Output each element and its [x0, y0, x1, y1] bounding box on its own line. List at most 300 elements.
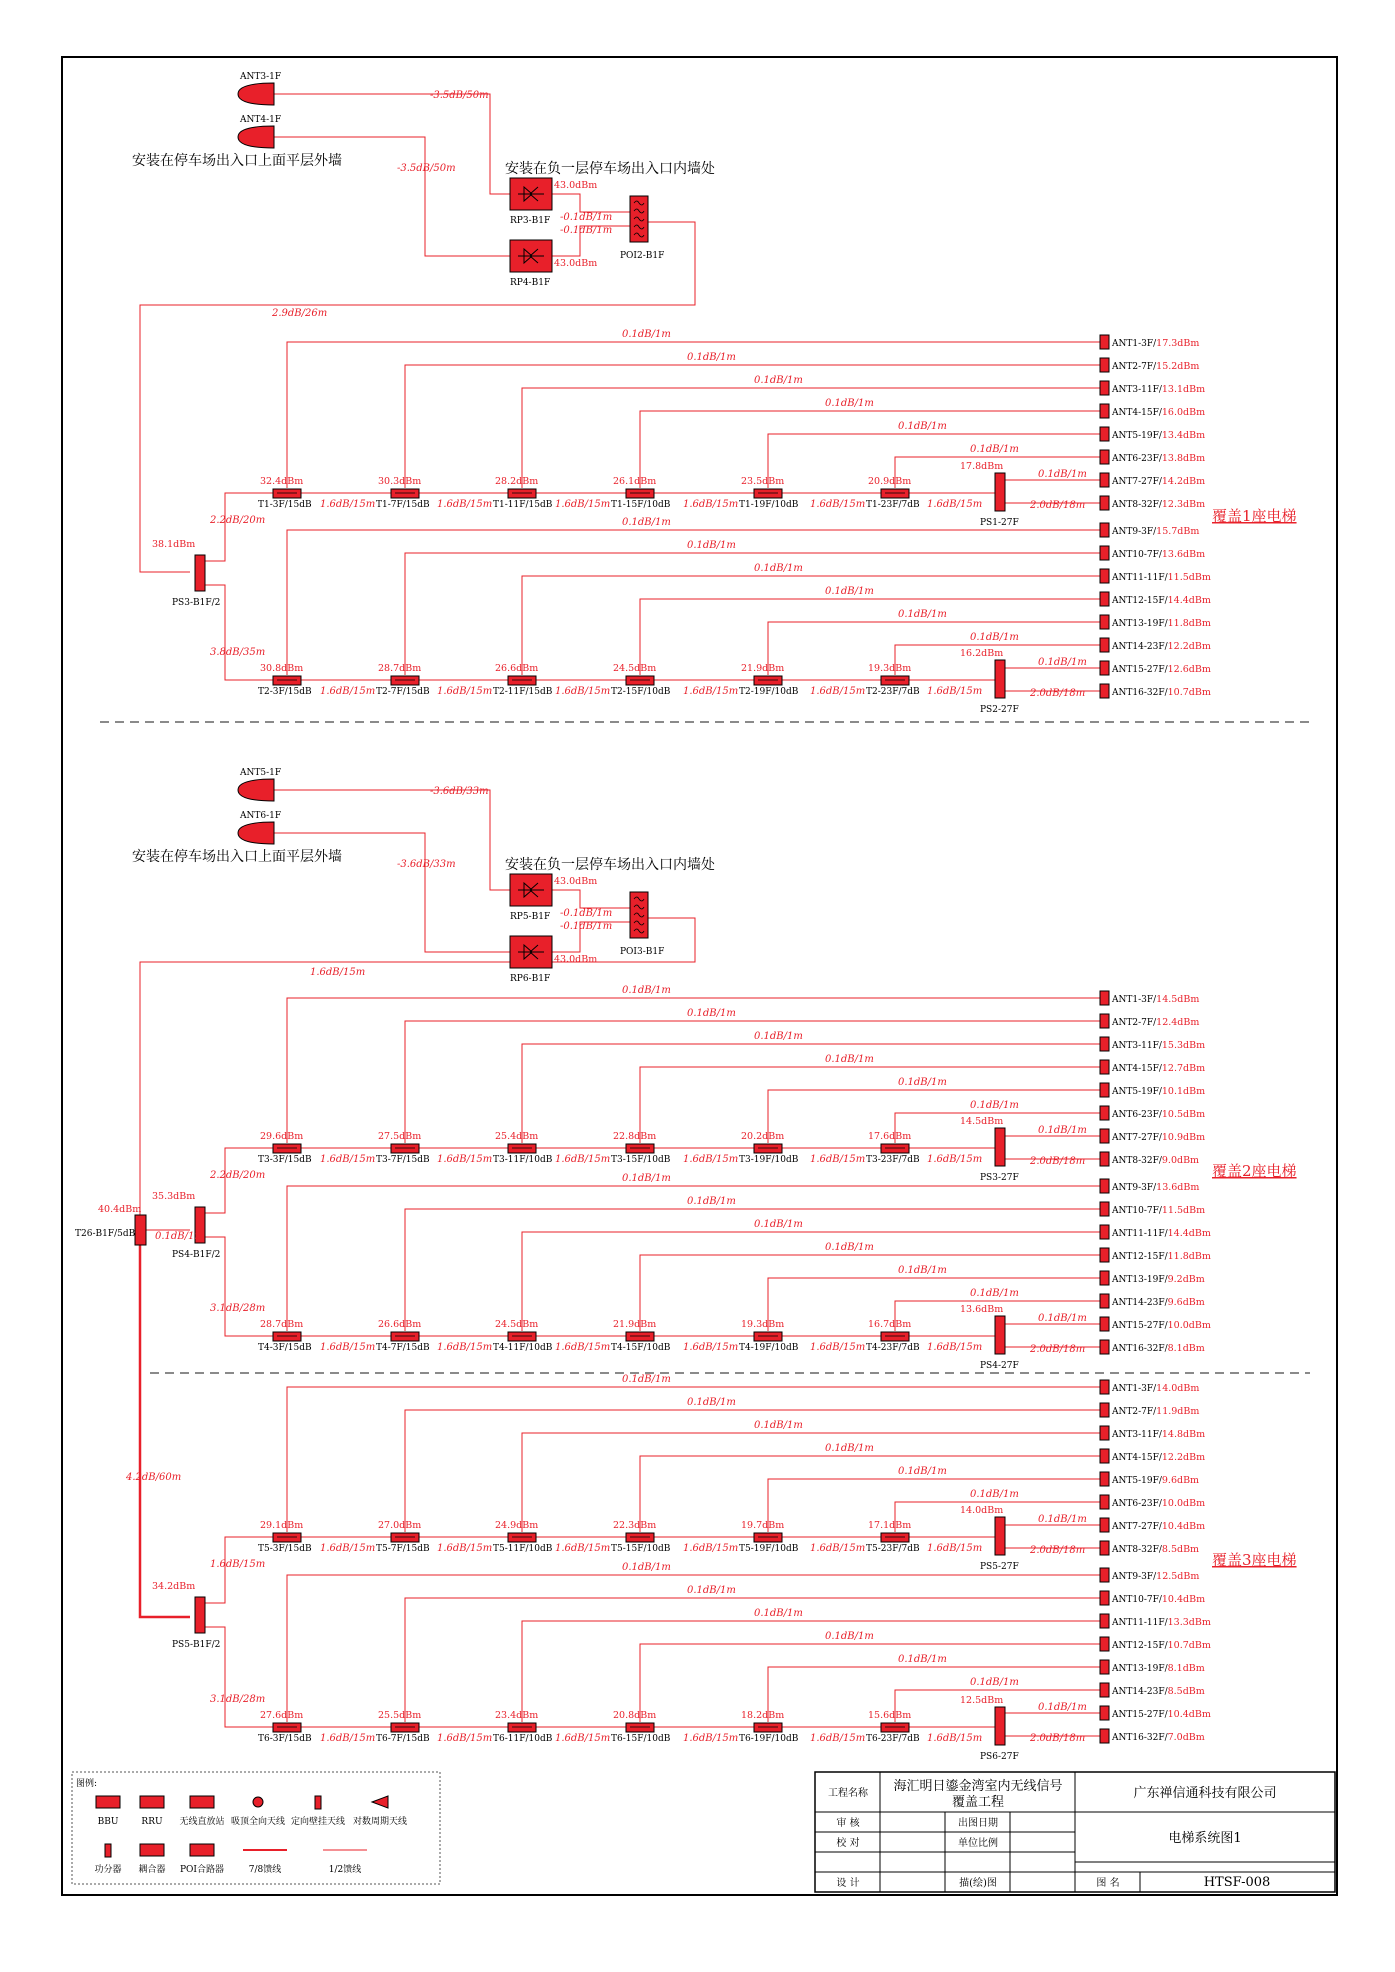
coupler-label: T1-23F/7dB [866, 500, 920, 510]
indoor-antenna [1100, 684, 1109, 698]
antenna-power: 15.7dBm [1156, 526, 1200, 537]
antenna-power: 11.5dBm [1167, 572, 1211, 583]
coupler [508, 676, 536, 685]
loss-label: 2.0dB/18m [1030, 500, 1086, 511]
antenna-label: ANT3-11F/ [1112, 1041, 1162, 1051]
indoor-antenna [1100, 991, 1109, 1005]
indoor-antenna [1100, 1152, 1109, 1166]
coupler [508, 1723, 536, 1732]
tb-label: 审 核 [836, 1818, 860, 1829]
coupler-label: T6-3F/15dB [258, 1734, 312, 1744]
company-name: 广东禅信通科技有限公司 [1133, 1786, 1277, 1801]
power-label: 20.2dBm [741, 1131, 785, 1142]
loss-label: 3.8dB/35m [210, 647, 266, 658]
antenna-label: ANT1-3F/ [1112, 339, 1157, 349]
tap-feeder [522, 1044, 1100, 1143]
antenna-power: 13.8dBm [1161, 453, 1206, 464]
coupler [508, 1144, 536, 1153]
splitter-label: PS4-27F [980, 1361, 1019, 1371]
loss-label: 0.1dB/1m [687, 1008, 736, 1019]
loss-label: 2.0dB/18m [1030, 1344, 1086, 1355]
indoor-antenna [1100, 335, 1109, 349]
power-label: 15.6dBm [868, 1710, 912, 1721]
antenna-label: ANT5-19F/ [1112, 1087, 1162, 1097]
power-label: 24.9dBm [495, 1520, 539, 1531]
antenna-text [1111, 1429, 1205, 1440]
loss-label: 2.0dB/18m [1030, 1545, 1086, 1556]
indoor-antenna [1100, 1729, 1109, 1743]
indoor-antenna [1100, 1706, 1109, 1720]
power-label: 34.2dBm [152, 1581, 196, 1592]
loss-label: 1.6dB/15m [437, 499, 493, 510]
antenna-power: 9.2dBm [1167, 1274, 1205, 1285]
coupler [508, 1332, 536, 1341]
loss-label: 1.6dB/15m [320, 1342, 376, 1353]
repeater-label: RP6-B1F [510, 974, 551, 984]
indoor-antenna [1100, 1106, 1109, 1120]
antenna-label: ANT2-7F/ [1112, 362, 1157, 372]
antenna-label: ANT3-11F/ [1112, 385, 1162, 395]
indoor-antenna [1100, 1495, 1109, 1509]
coupler [391, 1723, 419, 1732]
power-label: 13.6dBm [960, 1304, 1004, 1315]
antenna-text [1111, 687, 1211, 698]
loss-label: 1.6dB/15m [437, 1543, 493, 1554]
power-label: 28.2dBm [495, 476, 539, 487]
antenna-power: 8.1dBm [1167, 1663, 1205, 1674]
loss-label: 1.6dB/15m [555, 1342, 611, 1353]
tb-label: 单位比例 [958, 1838, 998, 1849]
antenna-text [1111, 1498, 1205, 1509]
antenna-text [1111, 453, 1205, 464]
loss-label: 0.1dB/1m [970, 1677, 1019, 1688]
coupler-label: T2-19F/10dB [739, 687, 799, 697]
antenna-label: ANT14-23F/ [1112, 1687, 1168, 1697]
antenna-feeder [274, 790, 510, 890]
coupler-label: T5-3F/15dB [258, 1544, 312, 1554]
loss-label: 0.1dB/1m [754, 375, 803, 386]
poi-label: POI2-B1F [620, 251, 665, 261]
antenna-0-b [238, 126, 274, 148]
coupler [881, 489, 909, 498]
indoor-antenna [1100, 1037, 1109, 1051]
antenna-power: 15.3dBm [1161, 1040, 1206, 1051]
antenna-text [1111, 1343, 1205, 1354]
coupler [626, 489, 654, 498]
antenna-label: ANT11-11F/ [1112, 1618, 1168, 1628]
loss-label: 2.9dB/26m [272, 308, 328, 319]
antenna-text [1111, 407, 1205, 418]
loss-label: -0.1dB/1m [560, 908, 613, 919]
antenna-power: 14.2dBm [1161, 476, 1206, 487]
repeater-label: RP3-B1F [510, 216, 551, 226]
loss-label: 1.6dB/15m [555, 1733, 611, 1744]
power-label: 17.6dBm [868, 1131, 912, 1142]
coupler [626, 1144, 654, 1153]
antenna-text [1111, 1640, 1211, 1651]
antenna-label: ANT7-27F/ [1112, 1133, 1162, 1143]
legend-symbol [190, 1796, 214, 1808]
power-label: 27.5dBm [378, 1131, 422, 1142]
splitter-label: PS4-B1F/2 [172, 1250, 221, 1260]
legend-symbol [96, 1796, 120, 1808]
antenna-label: ANT4-1F [240, 115, 282, 125]
antenna-text [1111, 1297, 1205, 1308]
coupler-label: T4-3F/15dB [258, 1343, 312, 1353]
antenna-label: ANT12-15F/ [1112, 1641, 1168, 1651]
zone-label: 覆盖2座电梯 [1212, 1162, 1297, 1180]
legend-label: 耦合器 [138, 1865, 166, 1875]
coupler [881, 1723, 909, 1732]
loss-label: 1.6dB/15m [555, 499, 611, 510]
loss-label: 2.0dB/18m [1030, 688, 1086, 699]
antenna-text [1111, 641, 1211, 652]
antenna-power: 13.6dBm [1161, 549, 1206, 560]
coupler [391, 1144, 419, 1153]
power-label: 25.4dBm [495, 1131, 539, 1142]
coupler [391, 1332, 419, 1341]
antenna-text [1111, 664, 1211, 675]
antenna-label: ANT2-7F/ [1112, 1407, 1157, 1417]
loss-label: 0.1dB/1m [754, 563, 803, 574]
antenna-power: 9.6dBm [1161, 1475, 1200, 1486]
antenna-text [1111, 1406, 1199, 1417]
loss-label: 1.6dB/15m [810, 1342, 866, 1353]
loss-label: 1.6dB/15m [927, 686, 983, 697]
power-label: 43.0dBm [554, 954, 598, 965]
indoor-antenna [1100, 358, 1109, 372]
antenna-label: ANT6-23F/ [1112, 1110, 1162, 1120]
tb-label: 出图日期 [958, 1818, 998, 1829]
loss-label: 0.1dB/1m [687, 540, 736, 551]
power-label: 19.3dBm [868, 663, 912, 674]
loss-label: 2.2dB/20m [210, 1170, 266, 1181]
coupler [754, 676, 782, 685]
coupler [391, 1533, 419, 1542]
antenna-power: 14.5dBm [1156, 994, 1200, 1005]
indoor-antenna [1100, 1248, 1109, 1262]
antenna-power: 10.4dBm [1161, 1594, 1206, 1605]
power-label: 19.3dBm [741, 1319, 785, 1330]
coupler [273, 676, 301, 685]
antenna-power: 8.5dBm [1161, 1544, 1200, 1555]
coupler [626, 1332, 654, 1341]
indoor-antenna [1100, 1060, 1109, 1074]
antenna-power: 12.4dBm [1156, 1017, 1200, 1028]
loss-label: 1.6dB/15m [810, 499, 866, 510]
loss-label: 1.6dB/15m [810, 686, 866, 697]
loss-label: 0.1dB/1m [898, 1077, 947, 1088]
indoor-antenna [1100, 1014, 1109, 1028]
antenna-text [1111, 572, 1211, 583]
antenna-text [1111, 361, 1199, 372]
antenna-power: 13.3dBm [1167, 1617, 1211, 1628]
loss-label: 0.1dB/1m [687, 1196, 736, 1207]
splitter-27f [995, 473, 1005, 511]
coupler [273, 1723, 301, 1732]
poi-label: POI3-B1F [620, 947, 665, 957]
loss-label: 1.6dB/15m [810, 1543, 866, 1554]
loss-label: 2.0dB/18m [1030, 1156, 1086, 1167]
indoor-antenna [1100, 661, 1109, 675]
antenna-text [1111, 1017, 1199, 1028]
indoor-antenna [1100, 1637, 1109, 1651]
zone-label: 覆盖3座电梯 [1212, 1551, 1297, 1569]
tb-label: 设 计 [836, 1878, 860, 1889]
coupler [754, 1723, 782, 1732]
legend-symbol [372, 1796, 388, 1808]
indoor-antenna [1100, 427, 1109, 441]
indoor-antenna [1100, 1294, 1109, 1308]
tap-feeder [522, 1433, 1100, 1532]
splitter-27f [995, 1128, 1005, 1166]
indoor-antenna [1100, 1202, 1109, 1216]
antenna-power: 15.2dBm [1156, 361, 1200, 372]
antenna-text [1111, 1228, 1211, 1239]
antenna-text [1111, 1452, 1205, 1463]
loss-label: 1.6dB/15m [320, 499, 376, 510]
power-label: 17.1dBm [868, 1520, 912, 1531]
legend-label: 定向壁挂天线 [290, 1817, 346, 1827]
coupler-label: T4-23F/7dB [866, 1343, 920, 1353]
indoor-antenna [1100, 496, 1109, 510]
coupler-label: T3-15F/10dB [611, 1155, 671, 1165]
coupler-label: T1-7F/15dB [376, 500, 430, 510]
antenna-power: 10.7dBm [1167, 1640, 1211, 1651]
antenna-text [1111, 1109, 1205, 1120]
tap-feeder [522, 1232, 1100, 1331]
antenna-text [1111, 1571, 1199, 1582]
loss-label: 0.1dB/1m [1038, 1313, 1087, 1324]
coupler-label: T1-19F/10dB [739, 500, 799, 510]
antenna-label: ANT8-32F/ [1112, 500, 1162, 510]
power-label: 28.7dBm [378, 663, 422, 674]
loss-label: 1.6dB/15m [437, 686, 493, 697]
loss-label: 0.1dB/1m [898, 1466, 947, 1477]
coupler-label: T1-3F/15dB [258, 500, 312, 510]
splitter-label: PS6-27F [980, 1752, 1019, 1762]
antenna-label: ANT15-27F/ [1112, 1710, 1168, 1720]
loss-label: 0.1dB/1m [687, 1585, 736, 1596]
coupler-label: T1-15F/10dB [611, 500, 671, 510]
legend-symbol [105, 1844, 111, 1857]
indoor-antenna [1100, 473, 1109, 487]
legend-symbol [253, 1797, 263, 1807]
power-label: 24.5dBm [613, 663, 657, 674]
antenna-label: ANT10-7F/ [1112, 1206, 1162, 1216]
loss-label: 1.6dB/15m [683, 686, 739, 697]
loss-label: 1.6dB/15m [555, 1543, 611, 1554]
loss-label: 0.1dB/1m [1038, 1125, 1087, 1136]
coupler [508, 489, 536, 498]
antenna-text [1111, 476, 1205, 487]
power-label: 43.0dBm [554, 258, 598, 269]
antenna-0-a [238, 83, 274, 105]
tb-label: 描(绘)图 [959, 1878, 997, 1889]
antenna-power: 13.4dBm [1161, 430, 1206, 441]
antenna-label: ANT13-19F/ [1112, 1664, 1168, 1674]
loss-label: 0.1dB/1m [1038, 1514, 1087, 1525]
loss-label: 0.1dB/1m [898, 1265, 947, 1276]
drawing-title: 电梯系统图1 [1168, 1831, 1242, 1846]
legend-label: 1/2馈线 [328, 1865, 362, 1875]
power-label: 16.7dBm [868, 1319, 912, 1330]
antenna-1-b [238, 822, 274, 844]
indoor-antenna [1100, 1179, 1109, 1193]
antenna-label: ANT13-19F/ [1112, 619, 1168, 629]
antenna-label: ANT6-1F [240, 811, 282, 821]
power-label: 28.7dBm [260, 1319, 304, 1330]
indoor-antenna [1100, 1271, 1109, 1285]
coupler [273, 489, 301, 498]
antenna-label: ANT3-1F [240, 72, 282, 82]
drawing-number: HTSF-008 [1203, 1875, 1271, 1890]
indoor-antenna [1100, 569, 1109, 583]
antenna-text [1111, 526, 1199, 537]
antenna-text [1111, 1594, 1205, 1605]
tap-feeder [768, 1667, 1100, 1722]
power-label: 43.0dBm [554, 876, 598, 887]
antenna-1-a [238, 779, 274, 801]
antenna-power: 10.9dBm [1161, 1132, 1206, 1143]
tap-feeder [522, 388, 1100, 488]
power-label: 27.0dBm [378, 1520, 422, 1531]
antenna-power: 10.7dBm [1167, 687, 1211, 698]
antenna-label: ANT12-15F/ [1112, 1252, 1168, 1262]
splitter-label: PS2-27F [980, 705, 1019, 715]
power-label: 16.2dBm [960, 648, 1004, 659]
power-label: 22.3dBm [613, 1520, 657, 1531]
power-label: 30.8dBm [260, 663, 304, 674]
tb-label: 工程名称 [828, 1788, 868, 1799]
loss-label: -3.5dB/50m [430, 90, 489, 101]
repeater-label: RP4-B1F [510, 278, 551, 288]
antenna-text [1111, 1383, 1199, 1394]
loss-label: 0.1dB/1m [622, 1173, 671, 1184]
loss-label: 0.1dB/1m [898, 1654, 947, 1665]
loss-label: 0.1dB/1m [825, 1054, 874, 1065]
antenna-label: ANT14-23F/ [1112, 642, 1168, 652]
power-label: 23.4dBm [495, 1710, 539, 1721]
antenna-label: ANT15-27F/ [1112, 665, 1168, 675]
power-label: 30.3dBm [378, 476, 422, 487]
antenna-label: ANT4-15F/ [1112, 1064, 1162, 1074]
power-label: 22.8dBm [613, 1131, 657, 1142]
antenna-text [1111, 1274, 1205, 1285]
antenna-label: ANT8-32F/ [1112, 1156, 1162, 1166]
loss-label: 0.1dB/1m [622, 517, 671, 528]
antenna-label: ANT16-32F/ [1112, 688, 1168, 698]
coupler [754, 489, 782, 498]
indoor-antenna [1100, 546, 1109, 560]
loss-label: 0.1dB/1m [622, 985, 671, 996]
antenna-label: ANT3-11F/ [1112, 1430, 1162, 1440]
loss-label: 0.1dB/1m [754, 1608, 803, 1619]
loss-label: 1.6dB/15m [683, 1154, 739, 1165]
loss-label: 0.1dB/1m [970, 1288, 1019, 1299]
indoor-antenna [1100, 615, 1109, 629]
antenna-text [1111, 1475, 1199, 1486]
legend-symbol [315, 1796, 321, 1809]
power-label: 18.2dBm [741, 1710, 785, 1721]
antenna-power: 10.4dBm [1167, 1709, 1211, 1720]
loss-label: 1.6dB/15m [927, 1154, 983, 1165]
antenna-label: ANT9-3F/ [1112, 1183, 1157, 1193]
antenna-text [1111, 618, 1211, 629]
antenna-power: 7.0dBm [1167, 1732, 1205, 1743]
indoor-antenna [1100, 1340, 1109, 1354]
power-label: 26.6dBm [495, 663, 539, 674]
splitter-27f [995, 1316, 1005, 1354]
antenna-power: 14.4dBm [1167, 1228, 1211, 1239]
loss-label: 0.1dB/1m [155, 1231, 204, 1242]
splitter-27f [995, 1707, 1005, 1745]
loss-label: -3.5dB/50m [397, 163, 456, 174]
antenna-power: 14.8dBm [1161, 1429, 1206, 1440]
coupler-label: T6-19F/10dB [739, 1734, 799, 1744]
antenna-power: 8.1dBm [1167, 1343, 1205, 1354]
legend-label: RRU [141, 1817, 163, 1827]
antenna-power: 12.7dBm [1161, 1063, 1206, 1074]
antenna-text [1111, 994, 1199, 1005]
splitter-0 [195, 555, 205, 591]
coupler-label: T4-11F/10dB [493, 1343, 553, 1353]
loss-label: 1.6dB/15m [437, 1733, 493, 1744]
coupler [754, 1332, 782, 1341]
antenna-text [1111, 1205, 1205, 1216]
coupler-label: T2-7F/15dB [376, 687, 430, 697]
loss-label: 0.1dB/1m [754, 1219, 803, 1230]
coupler-label: T2-23F/7dB [866, 687, 920, 697]
antenna-text [1111, 1544, 1199, 1555]
loss-label: 1.6dB/15m [555, 1154, 611, 1165]
antenna-power: 13.6dBm [1156, 1182, 1200, 1193]
coupler [391, 489, 419, 498]
coupler [881, 1144, 909, 1153]
antenna-label: ANT16-32F/ [1112, 1733, 1168, 1743]
legend-symbol [140, 1796, 164, 1808]
loss-label: 1.6dB/15m [437, 1342, 493, 1353]
power-label: 20.8dBm [613, 1710, 657, 1721]
indoor-antenna [1100, 1403, 1109, 1417]
loss-label: -3.6dB/33m [397, 859, 456, 870]
loss-label: 0.1dB/1m [970, 1100, 1019, 1111]
indoor-antenna [1100, 1683, 1109, 1697]
coupler-label: T6-7F/15dB [376, 1734, 430, 1744]
loss-label: 0.1dB/1m [970, 632, 1019, 643]
loss-label: 1.6dB/15m [810, 1154, 866, 1165]
indoor-antenna [1100, 592, 1109, 606]
antenna-label: ANT4-15F/ [1112, 1453, 1162, 1463]
coupler-label: T4-7F/15dB [376, 1343, 430, 1353]
loss-label: 4.2dB/60m [126, 1472, 182, 1483]
loss-label: 0.1dB/1m [898, 421, 947, 432]
coupler-label: T4-19F/10dB [739, 1343, 799, 1353]
loss-label: 1.6dB/15m [555, 686, 611, 697]
coupler [881, 676, 909, 685]
power-label: 12.5dBm [960, 1695, 1004, 1706]
antenna-power: 10.0dBm [1167, 1320, 1211, 1331]
coupler-label: T5-19F/10dB [739, 1544, 799, 1554]
loss-label: 2.2dB/20m [210, 515, 266, 526]
loss-label: 1.6dB/15m [927, 1733, 983, 1744]
antenna-power: 14.0dBm [1156, 1383, 1200, 1394]
loss-label: 0.1dB/1m [1038, 469, 1087, 480]
splitter-label: PS1-27F [980, 518, 1019, 528]
antenna-text [1111, 1155, 1199, 1166]
power-label: 29.6dBm [260, 1131, 304, 1142]
splitter-2 [195, 1597, 205, 1633]
